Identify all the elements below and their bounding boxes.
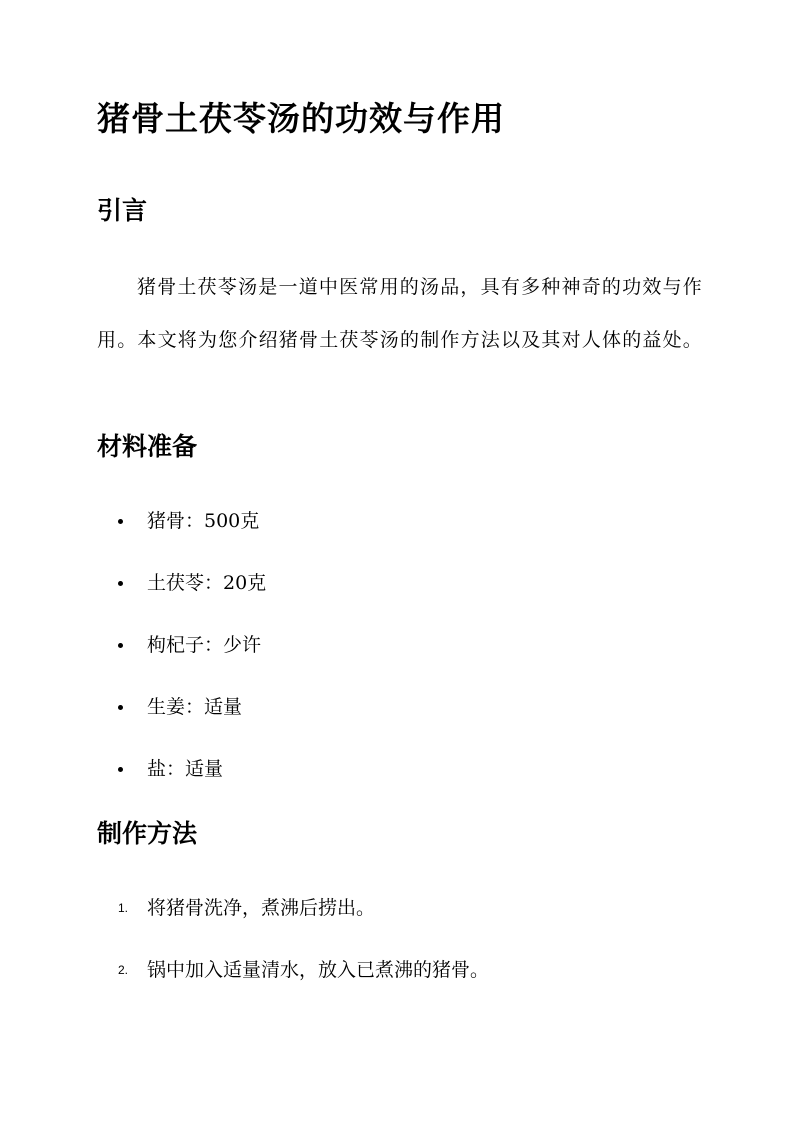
materials-list (97, 508, 703, 818)
list-item (97, 957, 703, 1019)
section-heading-method: 制作方法 (97, 819, 198, 848)
bullet-icon (118, 705, 123, 710)
method-steps-list (97, 895, 703, 1019)
list-item (97, 895, 703, 957)
list-item-text: 土茯苓：20克 (147, 572, 267, 594)
page-title: 猪骨土茯苓汤的功效与作用 (97, 99, 505, 138)
list-item (97, 756, 703, 818)
step-number: 2. (118, 963, 129, 977)
intro-paragraph: 猪骨土茯苓汤是一道中医常用的汤品，具有多种神奇的功效与作用。本文将为您介绍猪骨土茯苓汤的制作方法以及其对人体的益处。 (97, 276, 704, 351)
list-item (97, 632, 703, 694)
bullet-icon (118, 767, 123, 772)
step-number: 1. (118, 901, 129, 915)
bullet-icon (118, 643, 123, 648)
list-item (97, 508, 703, 570)
list-item-text: 猪骨：500克 (147, 510, 260, 532)
section-heading-intro: 引言 (97, 196, 148, 225)
bullet-icon (118, 519, 123, 524)
step-text: 将猪骨洗净，煮沸后捞出。 (147, 897, 376, 919)
list-item (97, 694, 703, 756)
list-item-text: 生姜：适量 (147, 696, 243, 718)
step-text: 锅中加入适量清水，放入已煮沸的猪骨。 (147, 959, 490, 981)
bullet-icon (118, 581, 123, 586)
list-item-text: 盐：适量 (147, 758, 224, 780)
section-heading-materials: 材料准备 (97, 432, 198, 461)
list-item-text: 枸杞子：少许 (147, 634, 262, 656)
list-item (97, 570, 703, 632)
